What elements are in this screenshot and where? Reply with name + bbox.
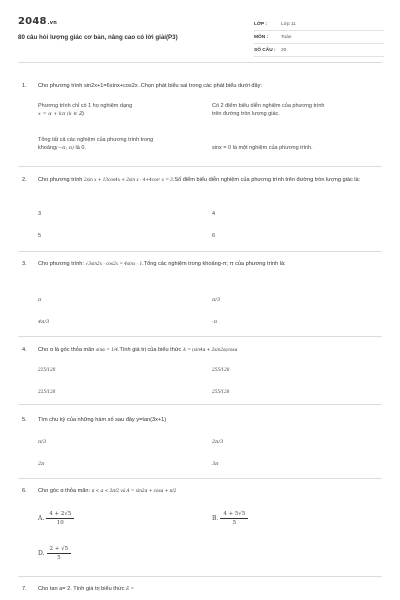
header-divider — [18, 62, 382, 63]
q6-option-a[interactable]: A. $\frac{4 + 2√5}{10}$ — [38, 510, 74, 527]
question-2: 2. Cho phương trình 2sin x + 13cos4x + 2sin x · 4+4cos² x = 3.Số điểm biểu diễn nghiệm của phương trình trên đường tròn lượng giác là: — [22, 177, 361, 183]
question-5: 5. Tìm chu kỳ của những hàm số sau đây y=tan(3x+1) — [22, 417, 167, 423]
q5-option-b[interactable]: 2π/3 — [212, 439, 224, 445]
q2-option-a[interactable]: 3 — [38, 211, 42, 217]
q1-option-1[interactable]: Phương trình chỉ có 1 họ nghiệm dạng x = α + kπ (k ∈ ℤ) — [38, 103, 133, 117]
question-4: 4. Cho α là góc thỏa mãn sinα = 1/4.Tính giá trị của biểu thức A = (sin4α + 2sin2α)cosα — [22, 347, 238, 353]
q1-option-4[interactable]: sinx = 0 là một nghiệm của phương trình. — [212, 145, 313, 151]
q4-option-d[interactable]: 255/128 — [212, 389, 230, 394]
site-logo[interactable]: 2048.vn — [18, 16, 57, 27]
q2-option-b[interactable]: 4 — [212, 211, 216, 217]
divider — [18, 166, 382, 167]
q5-option-a[interactable]: π/3 — [38, 439, 47, 445]
question-3: 3. Cho phương trình: √3sin2x · cos2x = 4sinx · 1.Tổng các nghiệm trong khoảng-π; π của phương trình là: — [22, 261, 286, 267]
divider — [18, 251, 382, 252]
q6-option-b[interactable]: B. $\frac{4 + 5√5}{5}$ — [212, 510, 248, 527]
question-1: 1. Cho phương trình sin2x+1=6sinx+cos2x .Chọn phát biểu sai trong các phát biểu dưới đây: — [22, 83, 262, 89]
q3-option-a[interactable]: π — [38, 297, 42, 303]
meta-row-class: LỚP : Lớp 11 — [254, 18, 384, 31]
q6-option-d[interactable]: D. $\frac{2 + √5}{5}$ — [38, 545, 71, 562]
q5-option-c[interactable]: 2π — [38, 461, 45, 467]
q5-option-d[interactable]: 3π — [212, 461, 219, 467]
document-header — [18, 16, 382, 58]
q4-option-b[interactable]: 255/128 — [212, 367, 230, 372]
meta-row-count: SỐ CÂU : 20 — [254, 44, 384, 57]
q2-option-c[interactable]: 5 — [38, 233, 42, 239]
meta-table — [254, 18, 384, 57]
meta-row-subject: MÔN : Toán — [254, 31, 384, 44]
q3-option-c[interactable]: 4π/3 — [38, 319, 50, 325]
divider — [18, 576, 382, 577]
q4-option-a[interactable]: 225/128 — [38, 367, 56, 372]
q3-option-b[interactable]: π/3 — [212, 297, 221, 303]
divider — [18, 336, 382, 337]
question-6: 6. Cho góc α thỏa mãn: π < α < 3π/2 và A = sin2α + cosα + π/2 — [22, 488, 177, 494]
q1-option-3[interactable]: Tổng tất cả các nghiệm của phương trình trong khoảng(−π; π) là 0. — [38, 137, 154, 151]
q2-option-d[interactable]: 6 — [212, 233, 216, 239]
q4-option-c[interactable]: 225/128 — [38, 389, 56, 394]
divider — [18, 478, 382, 479]
q3-option-d[interactable]: -π — [212, 319, 217, 325]
question-7: 7. Cho tan a= 2. Tính giá trị biểu thức E = — [22, 586, 134, 592]
q1-option-2[interactable]: Có 2 điểm biểu diễn nghiệm của phương trình trên đường tròn lượng giác. — [212, 103, 325, 117]
divider — [18, 404, 382, 405]
document-title: 80 câu hỏi lượng giác cơ bản, nâng cao có lời giải(P3) — [18, 34, 178, 41]
